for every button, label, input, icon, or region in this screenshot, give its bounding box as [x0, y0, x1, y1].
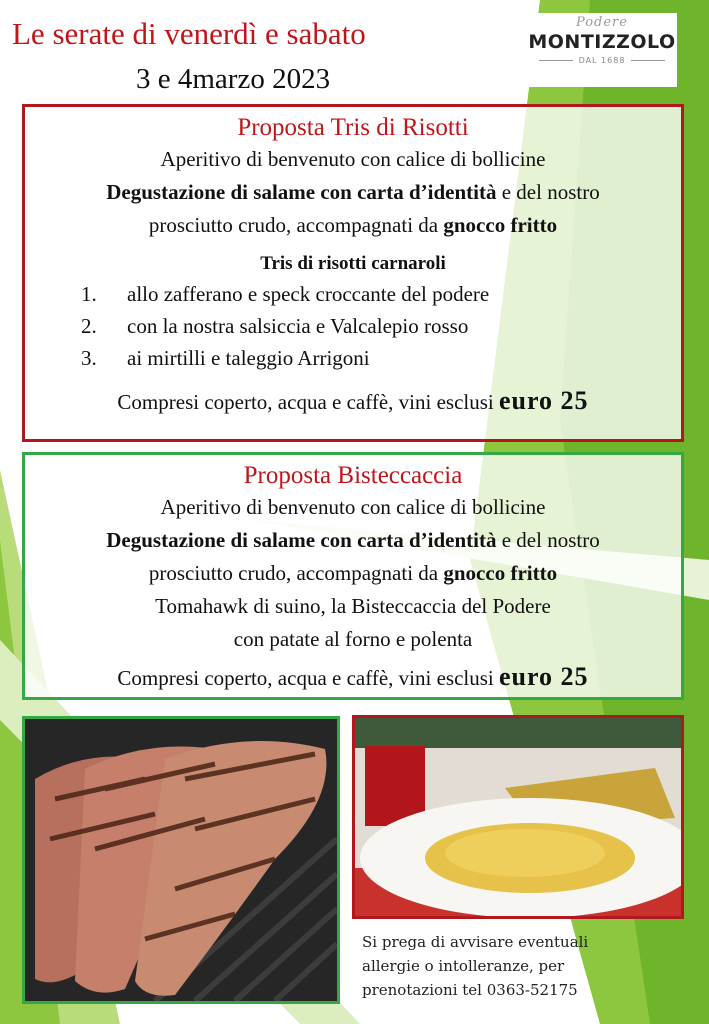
- degustazione-rest: e del nostro: [496, 528, 600, 552]
- logo-established: [527, 56, 677, 65]
- grilled-meat-photo: [22, 716, 340, 1004]
- menu-bisteccaccia-box: [22, 452, 684, 700]
- list-item-number: 2.: [81, 314, 97, 338]
- prosciutto-line: [25, 209, 681, 242]
- prosciutto-text: prosciutto crudo, accompagnati da: [148, 213, 444, 237]
- list-item: [81, 310, 681, 342]
- page-title: Le serate di venerdì e sabato: [12, 16, 366, 51]
- logo-est-text: DAL 1688: [578, 56, 626, 65]
- note-line-1: Si prega di avvisare eventuali: [362, 933, 589, 951]
- list-item-text: ai mirtilli e taleggio Arrigoni: [127, 346, 370, 370]
- risotti-subtitle: Tris di risotti carnaroli: [260, 253, 446, 274]
- note-line-3: prenotazioni tel 0363-52175: [362, 981, 578, 999]
- list-item: [81, 342, 681, 374]
- risotto-photo: [352, 715, 684, 919]
- degustazione-bold: Degustazione di salame con carta d’identità: [106, 528, 497, 552]
- event-date: 3 e 4marzo 2023: [136, 63, 331, 95]
- prosciutto-text: prosciutto crudo, accompagnati da: [148, 561, 444, 585]
- price-line: [25, 660, 681, 695]
- list-item-number: 3.: [81, 346, 97, 370]
- prosciutto-line: [25, 557, 681, 590]
- list-item-number: 1.: [81, 282, 97, 306]
- degustazione-line: [25, 176, 681, 209]
- logo-script: Podere: [576, 15, 628, 30]
- gnocco-bold: gnocco fritto: [443, 213, 558, 237]
- menu-bisteccaccia-title: Proposta Bisteccaccia: [243, 462, 463, 489]
- risotti-list: [81, 278, 681, 374]
- aperitivo-line: Aperitivo di benvenuto con calice di bollicine: [160, 495, 546, 519]
- degustazione-line: [25, 524, 681, 557]
- price-value: euro 25: [498, 386, 589, 415]
- menu-risotti-title: Proposta Tris di Risotti: [237, 114, 469, 141]
- logo: [527, 13, 677, 87]
- price-text: Compresi coperto, acqua e caffè, vini esclusi: [117, 666, 499, 690]
- degustazione-bold: Degustazione di salame con carta d’identità: [106, 180, 497, 204]
- price-value: euro 25: [498, 662, 589, 691]
- contorni-line: con patate al forno e polenta: [233, 627, 473, 651]
- price-text: Compresi coperto, acqua e caffè, vini esclusi: [117, 390, 499, 414]
- gnocco-bold: gnocco fritto: [443, 561, 558, 585]
- note-line-2: allergie o intolleranze, per: [362, 957, 565, 975]
- degustazione-rest: e del nostro: [496, 180, 600, 204]
- logo-name: MONTIZZOLO: [528, 31, 676, 53]
- price-line: [25, 384, 681, 419]
- list-item-text: allo zafferano e speck croccante del podere: [127, 282, 490, 306]
- aperitivo-line: Aperitivo di benvenuto con calice di bollicine: [160, 147, 546, 171]
- booking-note: [362, 930, 682, 1002]
- menu-risotti-box: [22, 104, 684, 442]
- list-item: [81, 278, 681, 310]
- tomahawk-line: Tomahawk di suino, la Bisteccaccia del Podere: [155, 594, 551, 618]
- list-item-text: con la nostra salsiccia e Valcalepio rosso: [127, 314, 469, 338]
